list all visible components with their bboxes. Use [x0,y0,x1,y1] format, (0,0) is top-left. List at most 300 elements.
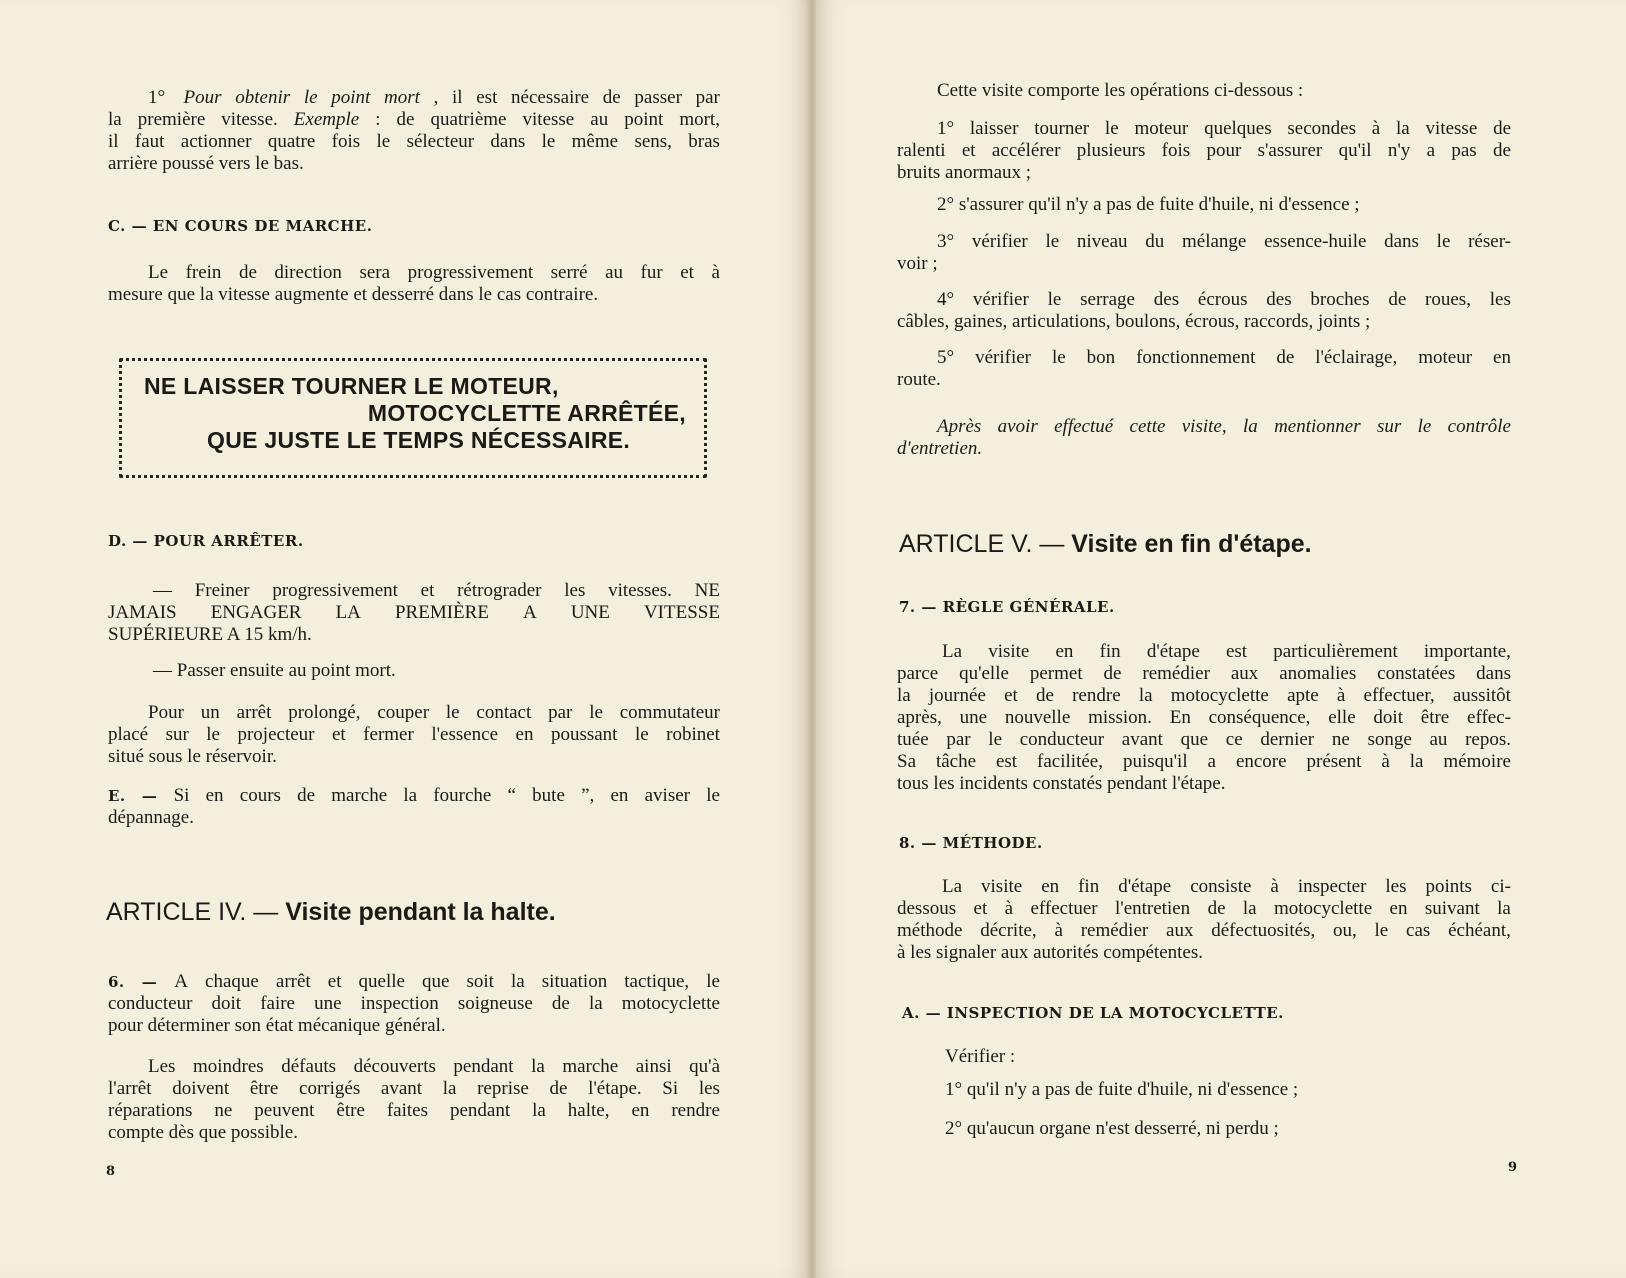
word: d'étape [1118,876,1172,897]
word: sélecteur [406,131,475,152]
word: ce [1225,729,1243,750]
text-segment: SUPÉRIEURE A 15 km/h. [108,624,312,645]
word: poussant [550,724,618,745]
word: le [1045,231,1060,252]
word: du [1145,231,1165,252]
word: l'entretien [1115,898,1191,919]
word: à [1054,920,1063,941]
word: pendant [453,1056,514,1077]
word: point [624,109,664,130]
word: la [1242,898,1257,919]
word: doivent [172,1078,230,1099]
article-title: Visite pendant la halte. [285,898,556,926]
text-line [108,971,720,993]
text-line [108,262,720,284]
paragraph-apres-visite [897,416,1511,460]
word: motocyclette [621,993,720,1014]
word: la [1396,118,1410,139]
word: faire [260,993,295,1014]
word: le [303,87,318,108]
word: fois [1161,140,1191,161]
text-line [897,685,1511,707]
word: que [422,971,450,992]
text-line [897,140,1511,162]
word: dans [1476,663,1511,684]
word: de [1276,347,1295,368]
word: en [1493,347,1511,368]
paragraph-6 [108,971,720,1037]
word: pendant [449,1100,511,1121]
word: constatées [1377,663,1456,684]
word: des [1266,289,1292,310]
word: A [523,602,537,623]
word: au [1429,729,1448,750]
word: soit [466,971,494,992]
word: fois [331,131,361,152]
word: le [541,131,556,152]
word: la [1497,898,1511,919]
word: au [605,262,624,283]
word: effec- [1467,707,1511,728]
page-number-8: 8 [106,1164,116,1179]
word: sera [359,262,391,283]
paragraph-methode [897,876,1511,964]
word: contact [476,702,532,723]
paragraph-fourche [108,785,720,829]
text-segment: tous les incidents constatés pendant l'étape. [897,773,1226,794]
word: la [531,1056,545,1077]
word: remédier [1142,663,1210,684]
word: fermer [363,724,414,745]
word: inspection [360,993,439,1014]
word: La [942,641,963,662]
word: importante, [1423,641,1511,662]
word: remédier [1080,920,1149,941]
word: faut [134,131,165,152]
word: les [1385,876,1407,897]
word: serré [550,262,588,283]
word: en [1055,641,1074,662]
word: de [238,262,257,283]
text-segment: voir ; [897,253,938,274]
word: et [680,262,694,283]
word: par [946,729,971,750]
text-line [897,80,1511,102]
text-line [108,131,720,153]
word: faites [386,1100,429,1121]
word: avant [1121,729,1163,750]
word: En [1169,707,1191,728]
list-item-3 [897,231,1511,275]
word: être [336,1100,365,1121]
word: réparations [108,1100,193,1121]
word: l'étape. [588,1078,642,1099]
word: peuvent [254,1100,315,1121]
word: décrite, [980,920,1037,941]
text-line [897,707,1511,729]
word: essence-huile [1264,231,1367,252]
word: visite, [1181,416,1227,437]
word: rétrograder [457,580,542,601]
word: par [695,87,720,108]
warning-line-2: MOTOCYCLETTE ARRÊTÉE, [367,400,686,426]
word: et [961,140,976,161]
list-item-1 [897,118,1511,184]
word: est [476,87,498,108]
word: l'éclairage, [1315,347,1398,368]
word: défauts [281,1056,337,1077]
word: corrigés [299,1078,361,1099]
word: une [959,707,988,728]
check-item-1 [897,1079,1511,1101]
word: Pour [148,702,184,723]
word: à [1270,876,1279,897]
article-prefix: ARTICLE V. — [899,530,1072,558]
text-segment: 2° qu'aucun organe n'est desserré, ni perdu ; [945,1118,1279,1139]
word: niveau [1076,231,1128,252]
word: VITESSE [643,602,720,623]
text-line [897,876,1511,898]
list-item-5 [897,347,1511,391]
text-segment: à les signaler aux autorités compétentes. [897,942,1204,963]
heading-pour-arreter: D. — POUR ARRÊTER. [108,532,304,550]
list-item-2 [897,194,1511,216]
word: effectuer [1030,898,1098,919]
word: facilitée, [1037,751,1103,772]
text-segment: dépannage. [108,807,194,828]
word: couper [377,702,430,723]
word: au [590,109,609,130]
word: Freiner [194,580,250,601]
word: aux [1230,663,1259,684]
word: laisser [969,118,1019,139]
paragraph-frein-direction [108,262,720,306]
word: le [1051,347,1066,368]
word: elle [1328,707,1356,728]
word: encore [1235,751,1287,772]
word: aux [1166,920,1194,941]
word: le [988,729,1003,750]
word: l'essence [431,724,499,745]
word: Pour [183,87,222,108]
word: cas [1406,920,1431,941]
text-line [108,807,720,829]
word: le [1436,231,1451,252]
word: que [1180,729,1209,750]
warning-box [119,358,707,478]
paragraph-freiner [108,580,720,646]
word: 5° [937,347,955,368]
word: en [1041,876,1060,897]
article-title: Visite en fin d'étape. [1071,530,1312,558]
text-line [897,194,1511,216]
word: projecteur [237,724,315,745]
word: effectué [1054,416,1114,437]
word: LA [335,602,361,623]
word: et [420,580,435,601]
word: visite [981,876,1023,897]
text-segment: Vérifier : [945,1046,1016,1067]
word: des [1153,289,1180,310]
word: mort [383,87,420,108]
word: qu'à [689,1056,720,1077]
word: la [511,971,525,992]
text-segment: Exemple [293,109,360,130]
word: apte [1287,685,1319,706]
word: par [548,702,573,723]
word: Le [148,262,169,283]
word: dernier [1260,729,1315,750]
word: fourche [433,785,492,806]
text-line [897,920,1511,942]
word: arrêt [236,702,272,723]
text-line [108,580,720,602]
word: quelques [1204,118,1272,139]
word: conséquence, [1208,707,1311,728]
word: il [452,87,463,108]
word: Sa [897,751,916,772]
text-line [108,87,720,109]
word: et [327,971,342,992]
word: après, [897,707,942,728]
word: effectuer, [1363,685,1435,706]
text-line [897,369,1511,391]
word: de [602,87,621,108]
word: moteur [1134,118,1189,139]
word: passer [634,87,682,108]
word: — [141,973,158,991]
text-line [897,231,1511,253]
text-segment: 2° s'assurer qu'il n'y a pas de fuite d'huile, ni d'essence ; [937,194,1360,215]
word: quelle [358,971,405,992]
word: ci- [1490,876,1511,897]
text-segment: câbles, gaines, articulations, boulons, écrous, raccords, joints ; [897,311,1371,332]
paragraph-moindres-defauts [108,1056,720,1144]
word: doit [211,993,242,1014]
word: bras [688,131,720,152]
word: visite [988,641,1030,662]
word: A [174,971,188,992]
word: la [897,685,911,706]
word: la [588,993,603,1014]
word: ne [214,1100,233,1121]
word: Les [148,1056,176,1077]
word: tuée [897,729,929,750]
word: repos. [1465,729,1511,750]
word: point [331,87,371,108]
heading-regle-generale: 7. — RÈGLE GÉNÉRALE. [899,598,1115,616]
word: il [108,131,119,152]
word: direction [274,262,342,283]
text-line [108,660,720,682]
word: fonctionnement [1136,347,1256,368]
text-line [108,1122,720,1144]
word: “ [507,785,516,806]
word: roues, [1425,289,1471,310]
word: les [698,1078,720,1099]
text-line [897,253,1511,275]
word: situation [541,971,608,992]
word: tourner [1034,118,1090,139]
word: le [589,702,603,723]
word: vérifier [971,231,1028,252]
word: à [1336,685,1346,706]
text-line [897,289,1511,311]
word: fin [1078,876,1100,897]
word: moteur [1418,347,1473,368]
word: ainsi [635,1056,672,1077]
text-line [897,641,1511,663]
word: la [1138,685,1153,706]
word: secondes [1287,118,1356,139]
word: qu'elle [959,663,1009,684]
text-line [108,284,720,306]
word: et [331,724,346,745]
word: conducteur [108,993,193,1014]
word: conducteur [1019,729,1105,750]
text-segment: 1° qu'il n'y a pas de fuite d'huile, ni d'essence ; [945,1079,1299,1100]
word: en [610,785,629,806]
word: vitesse [522,109,575,130]
article-iv-title [106,898,556,927]
word: à [1004,898,1014,919]
word: vérifier [975,347,1031,368]
word: est [1225,641,1248,662]
word: à [1371,118,1381,139]
text-line [897,347,1511,369]
word: actionner [180,131,252,152]
word: être [249,1078,279,1099]
word: bute [532,785,565,806]
word: quatre [267,131,316,152]
word: tâche [935,751,977,772]
word: la [108,109,122,130]
word: plusieurs [1076,140,1146,161]
word: , [433,87,439,108]
word: vitesse [1425,118,1478,139]
text-line [897,118,1511,140]
text-line [108,746,720,768]
paragraph-verifier [897,1046,1511,1068]
text-line [897,1118,1511,1140]
word: de [549,1078,568,1099]
word: mentionner [1274,416,1361,437]
word: découverts [353,1056,436,1077]
word: progressivement [272,580,398,601]
word: marche [562,1056,619,1077]
word: soigneuse [457,993,533,1014]
word: être [1420,707,1450,728]
text-line [897,751,1511,773]
paragraph-point-mort-ensuite [108,660,720,682]
word: l'arrêt [108,1078,152,1099]
text-line [108,153,720,175]
page-number-9: 9 [1508,1160,1518,1175]
text-line [897,729,1511,751]
word: broches [1310,289,1370,310]
word: la [532,1100,546,1121]
warning-line-3: QUE JUSTE LE TEMPS NÉCESSAIRE. [207,427,631,453]
word: le [706,785,720,806]
word: nécessaire [511,87,590,108]
paragraph-intro [897,80,1511,102]
warning-line-1: NE LAISSER TOURNER LE MOTEUR, [144,373,559,399]
text-segment: pour déterminer son état mécanique général. [108,1015,446,1036]
word: accélérer [991,140,1061,161]
word: réser- [1468,231,1511,252]
word: le [1374,920,1389,941]
text-line [108,724,720,746]
word: points [1425,876,1472,897]
word: doit [1373,707,1403,728]
word: en [515,724,534,745]
word: de [396,109,415,130]
text-line [108,602,720,624]
word: 3° [937,231,955,252]
word: puisqu'il [1122,751,1188,772]
word: inspecter [1297,876,1367,897]
word: songe [1367,729,1412,750]
word: les [564,580,586,601]
word: un [200,702,220,723]
list-item-4 [897,289,1511,333]
word: sur [1376,416,1402,437]
word: dessous [897,898,957,919]
word: le [445,702,460,723]
text-line [897,898,1511,920]
word: le [634,724,649,745]
word: est [995,751,1018,772]
word: suivant [1424,898,1480,919]
word: le [376,131,391,152]
text-line [108,1015,720,1037]
word: sur [165,724,189,745]
word: s'assurer [1257,140,1323,161]
text-line [897,773,1511,795]
word: mélange [1181,231,1247,252]
word: le [706,971,720,992]
word: pas [1451,140,1477,161]
word: placé [108,724,149,745]
text-line [897,416,1511,438]
word: La [942,876,963,897]
word: reprise [477,1078,529,1099]
word: anomalies [1279,663,1357,684]
text-line [108,1056,720,1078]
word: marche [331,785,388,806]
word: même [571,131,619,152]
word: tactique, [624,971,690,992]
word: ENGAGER [210,602,302,623]
text-line [897,438,1511,460]
paragraph-arret-prolonge [108,702,720,768]
word: vitesse. [221,109,278,130]
word: motocyclette [1170,685,1269,706]
word: particulièrement [1273,641,1398,662]
paragraph-regle-generale [897,641,1511,795]
word: méthode [897,920,963,941]
word: les [1489,289,1511,310]
word: présent [1306,751,1362,772]
word: fin [1099,641,1121,662]
text-line [108,1100,720,1122]
word: a [1426,140,1436,161]
word: obtenir [235,87,291,108]
word: dans [1384,231,1419,252]
word: robinet [666,724,720,745]
word: de [1493,118,1511,139]
text-segment: compte dès que possible. [108,1122,298,1143]
